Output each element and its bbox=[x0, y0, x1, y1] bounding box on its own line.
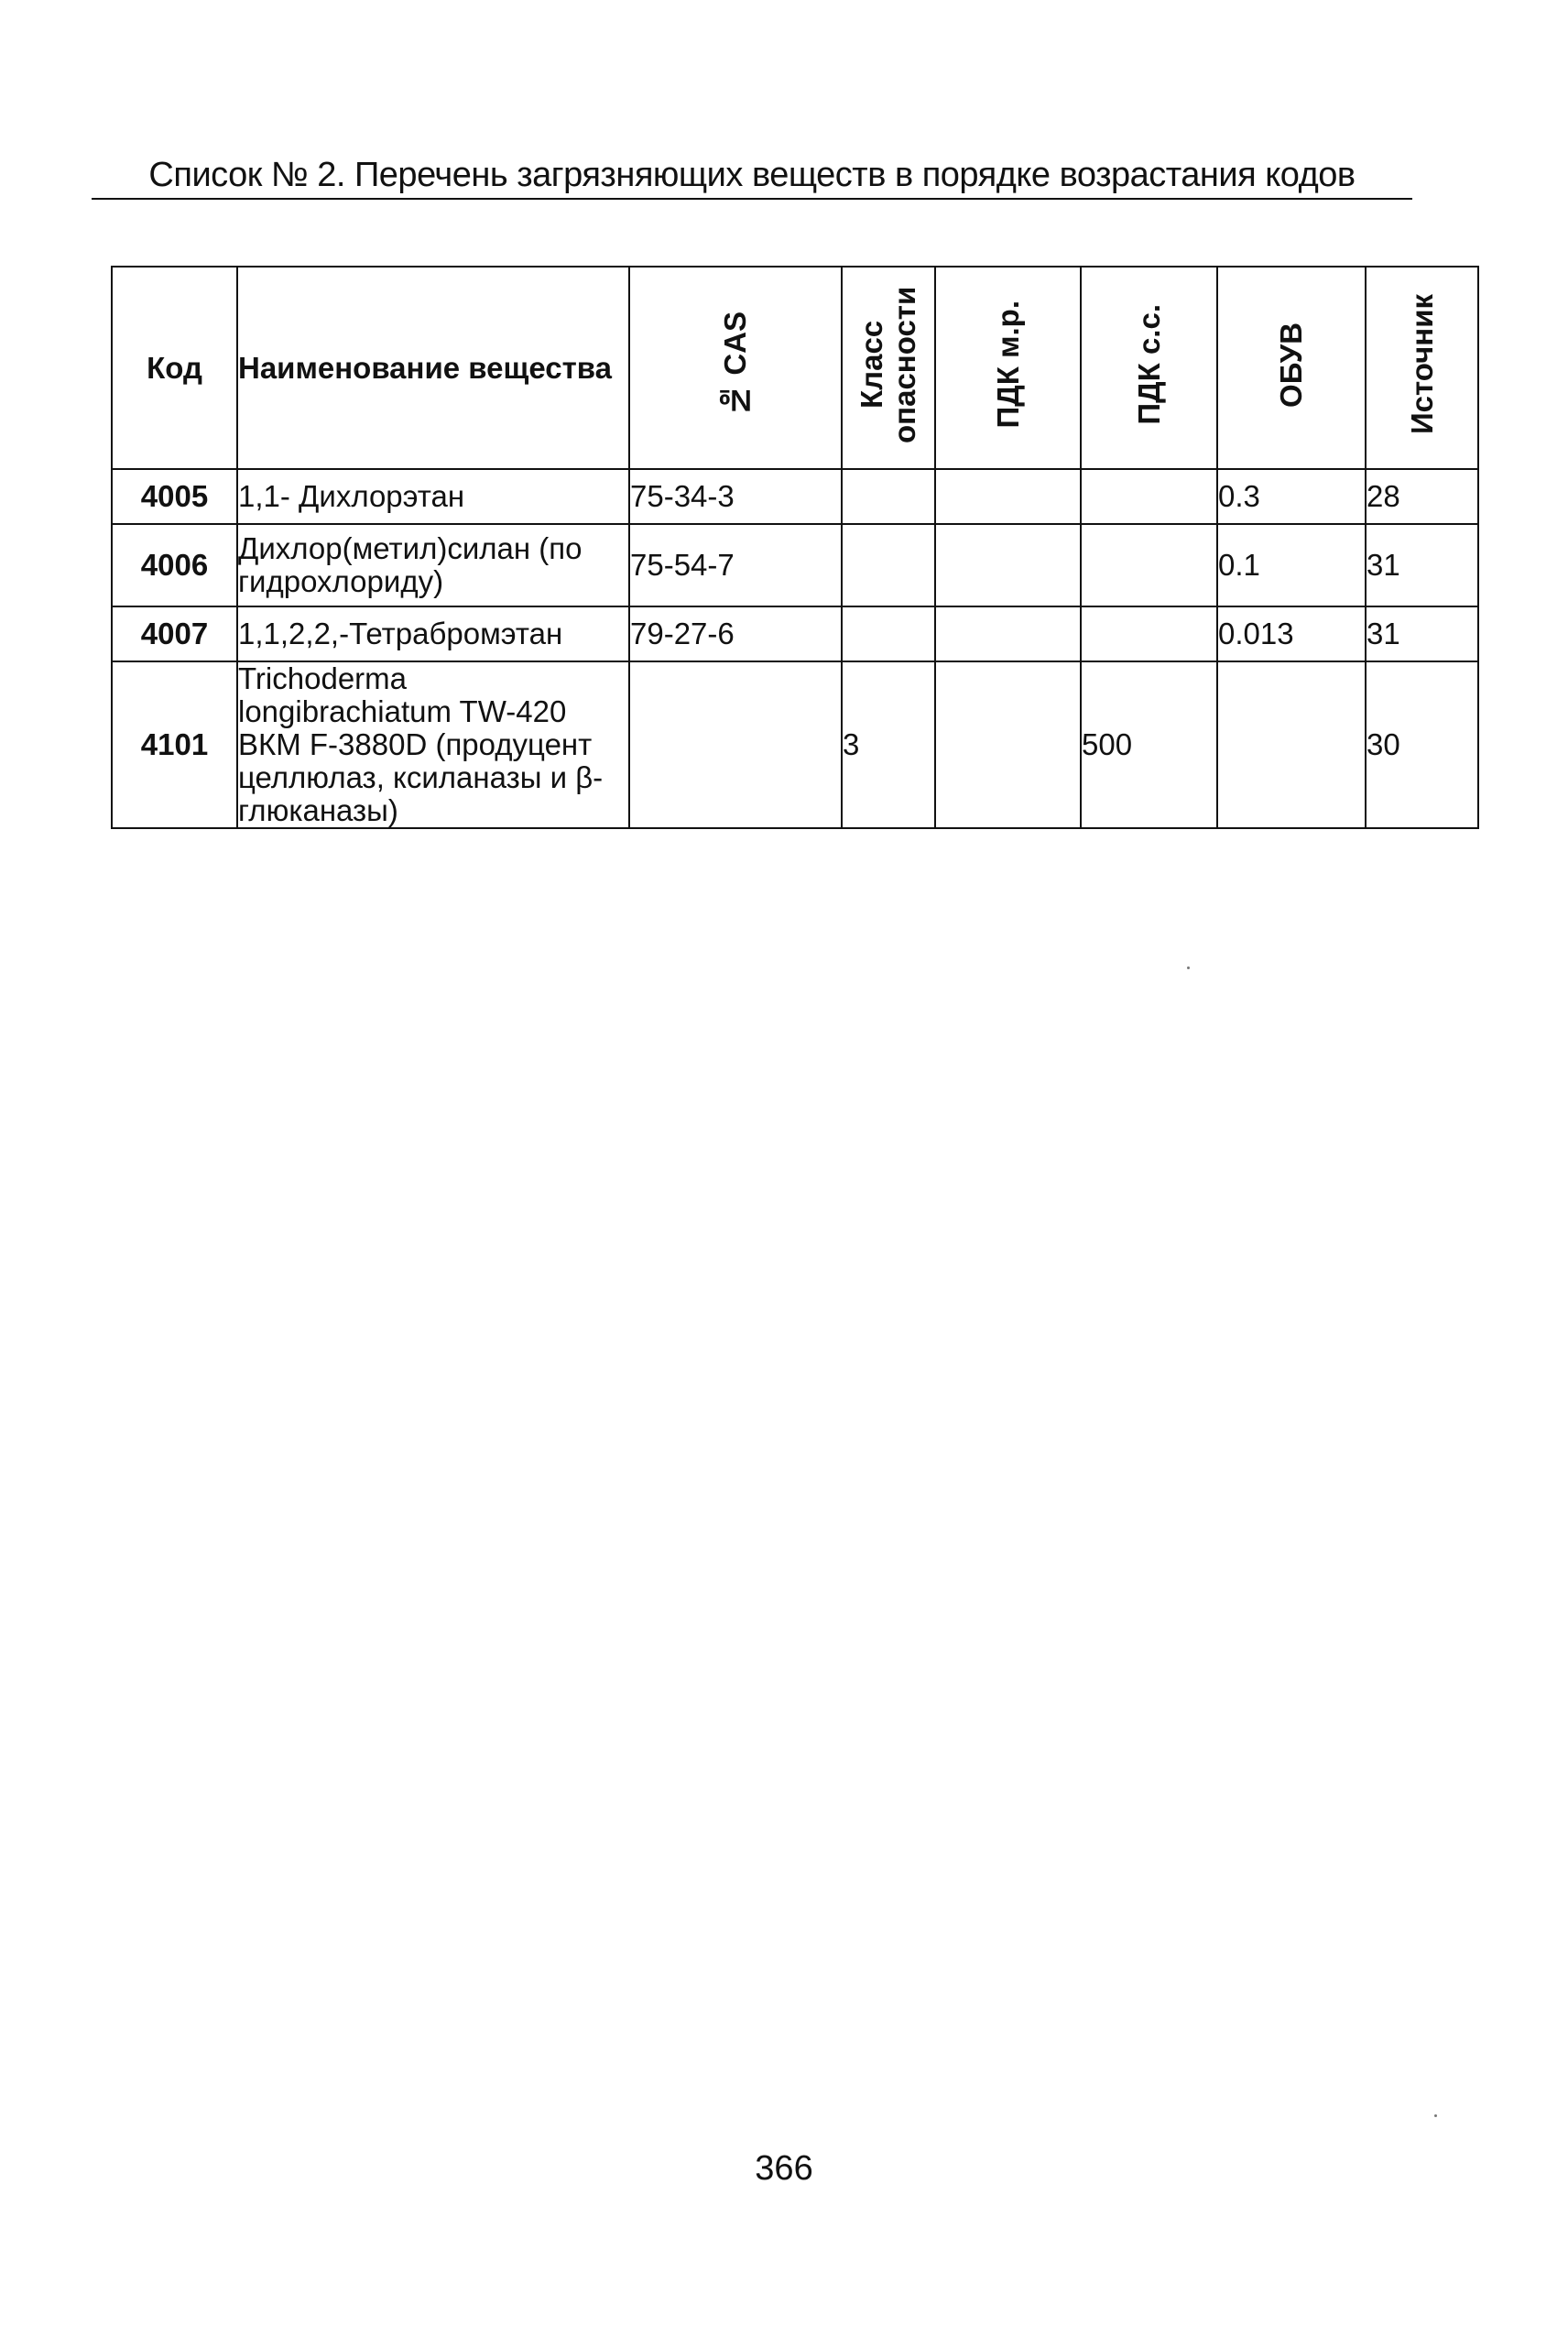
cell-cas bbox=[629, 661, 842, 828]
cell-code: 4005 bbox=[112, 469, 237, 524]
header-source: Источник bbox=[1404, 294, 1439, 435]
page-number: 366 bbox=[755, 2149, 813, 2188]
cell-source: 30 bbox=[1366, 661, 1478, 828]
table-row bbox=[112, 606, 1478, 661]
cell-name: Дихлор(метил)силан (по гидрохлориду) bbox=[237, 524, 629, 606]
header-pdk-mr-cell bbox=[935, 267, 1081, 469]
header-code: Код bbox=[112, 267, 237, 469]
cell-obuv: 0.013 bbox=[1217, 606, 1366, 661]
title-underline bbox=[92, 198, 1412, 200]
page-title: Список № 2. Перечень загрязняющих веществ в порядке возрастания кодов bbox=[148, 156, 1356, 194]
cell-hazard-class bbox=[842, 469, 935, 524]
header-source-cell bbox=[1366, 267, 1478, 469]
cell-cas: 79-27-6 bbox=[629, 606, 842, 661]
cell-hazard-class bbox=[842, 606, 935, 661]
cell-source: 31 bbox=[1366, 524, 1478, 606]
cell-name: 1,1,2,2,-Тетрабромэтан bbox=[237, 606, 629, 661]
scan-speck bbox=[1434, 2114, 1437, 2117]
scan-speck bbox=[1187, 966, 1190, 969]
table-row bbox=[112, 661, 1478, 828]
header-obuv: ОБУВ bbox=[1274, 322, 1308, 408]
header-pdk-ss: ПДК с.с. bbox=[1131, 304, 1166, 425]
header-cas-cell bbox=[629, 267, 842, 469]
table-header-row bbox=[112, 267, 1478, 469]
header-obuv-cell bbox=[1217, 267, 1366, 469]
header-hazard-class: Класс опасности bbox=[855, 286, 921, 443]
cell-source: 31 bbox=[1366, 606, 1478, 661]
header-pdk-ss-cell bbox=[1081, 267, 1217, 469]
cell-code: 4006 bbox=[112, 524, 237, 606]
table-row bbox=[112, 524, 1478, 606]
cell-pdk-mr bbox=[935, 661, 1081, 828]
table-row bbox=[112, 469, 1478, 524]
cell-name: Trichoderma longibrachiatum TW-420 ВКМ F-3880D (продуцент целлюлаз, ксиланазы и β-глюканазы) bbox=[237, 661, 629, 828]
cell-obuv bbox=[1217, 661, 1366, 828]
cell-source: 28 bbox=[1366, 469, 1478, 524]
cell-pdk-ss: 500 bbox=[1081, 661, 1217, 828]
cell-code: 4101 bbox=[112, 661, 237, 828]
header-hazard-class-cell bbox=[842, 267, 935, 469]
header-cas: № CAS bbox=[718, 311, 752, 418]
cell-pdk-mr bbox=[935, 606, 1081, 661]
cell-pdk-mr bbox=[935, 524, 1081, 606]
cell-hazard-class: 3 bbox=[842, 661, 935, 828]
cell-name: 1,1- Дихлорэтан bbox=[237, 469, 629, 524]
cell-pdk-ss bbox=[1081, 469, 1217, 524]
cell-pdk-mr bbox=[935, 469, 1081, 524]
cell-pdk-ss bbox=[1081, 606, 1217, 661]
cell-cas: 75-54-7 bbox=[629, 524, 842, 606]
header-pdk-mr: ПДК м.р. bbox=[990, 300, 1025, 429]
cell-pdk-ss bbox=[1081, 524, 1217, 606]
cell-cas: 75-34-3 bbox=[629, 469, 842, 524]
cell-hazard-class bbox=[842, 524, 935, 606]
cell-code: 4007 bbox=[112, 606, 237, 661]
cell-obuv: 0.3 bbox=[1217, 469, 1366, 524]
header-name: Наименование вещества bbox=[237, 267, 629, 469]
pollutants-table bbox=[111, 266, 1479, 829]
cell-obuv: 0.1 bbox=[1217, 524, 1366, 606]
